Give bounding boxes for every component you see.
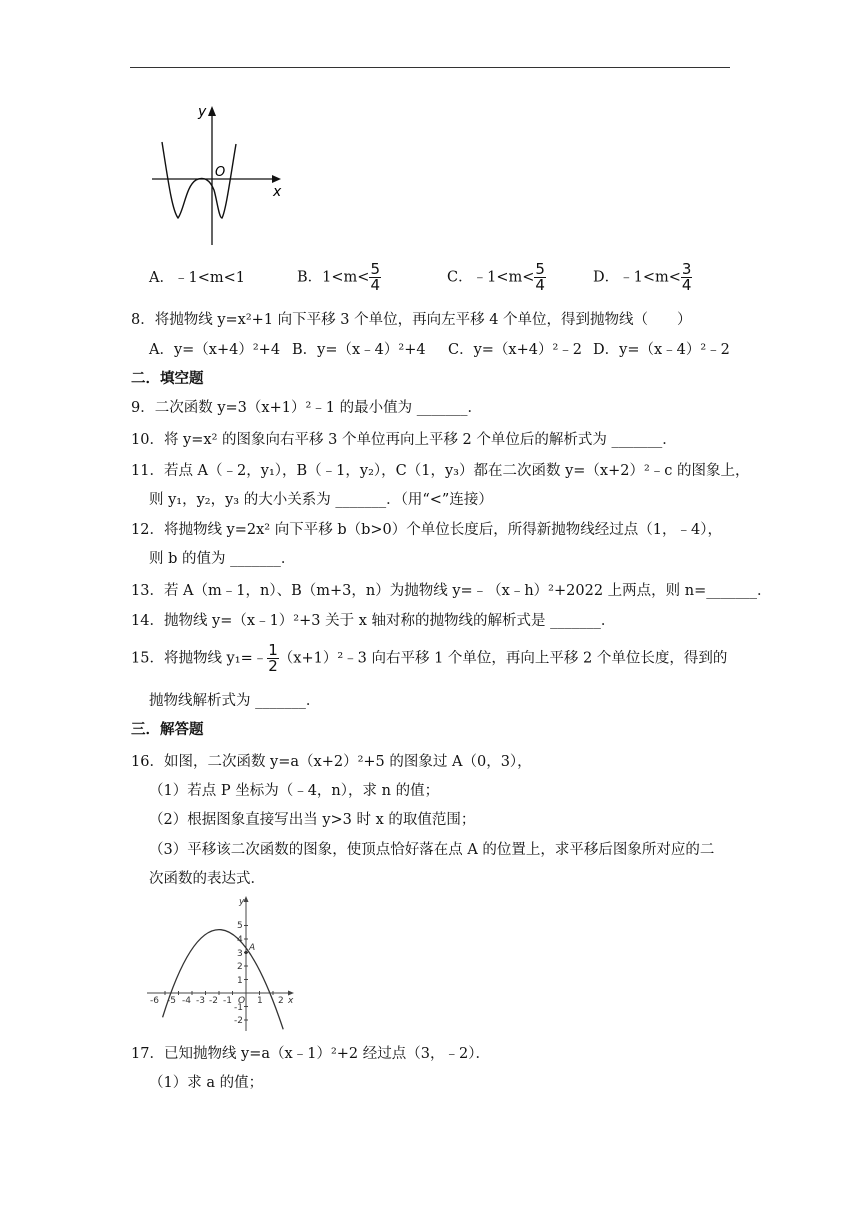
q16-x-tick-label: -2 (209, 996, 218, 1006)
q8-option-b[interactable]: B．y=（x﹣4）²+4 (292, 342, 426, 358)
q16-x-tick-label: -1 (223, 996, 232, 1006)
q7-origin-label: O (215, 165, 226, 180)
q8-option-c[interactable]: C．y=（x+4）²﹣2 (448, 342, 583, 358)
q7-option-d[interactable]: D．﹣1<m< $\frac{3}{4}$ (593, 260, 692, 294)
q17-part1: （1）求 a 的值； (149, 1075, 264, 1091)
q10-text: 10．将 y=x² 的图象向右平移 3 个单位再向上平移 2 个单位后的解析式为 _______． (131, 432, 677, 448)
q16-point-a-label: A (249, 943, 256, 953)
q11-text-line2: 则 y₁，y₂，y₃ 的大小关系为 _______．（用“<”连接） (149, 492, 493, 508)
q7-graph (148, 100, 293, 250)
header-rule (130, 67, 730, 68)
q16-x-tick-label: -5 (167, 996, 176, 1006)
q12-text-line2: 则 b 的值为 _______． (149, 551, 296, 567)
q15-text-line2: 抛物线解析式为 _______． (149, 693, 321, 709)
q7-y-label: y (198, 104, 207, 120)
q7-option-c[interactable]: C．﹣1<m< $\frac{5}{4}$ (447, 260, 545, 294)
q9-text: 9．二次函数 y=3（x+1）²﹣1 的最小值为 _______． (131, 400, 482, 416)
q16-x-tick-label: -4 (182, 996, 191, 1006)
q7-y-arrow (208, 106, 216, 116)
q16-y-tick-label: 1 (237, 976, 243, 986)
q7-option-d-fraction: $\frac{3}{4}$ (681, 260, 692, 294)
q7-x-arrow (272, 175, 281, 183)
q16-y-tick-label: 3 (237, 949, 243, 959)
q16-parabola (163, 930, 284, 1030)
q13-text: 13．若 A（m﹣1，n）、B（m+3，n）为抛物线 y=﹣（x﹣h）²+2022 上两点，则 n=_______． (131, 583, 772, 599)
q16-y-tick-label: 4 (237, 935, 243, 945)
q16-x-tick-label: -6 (150, 996, 159, 1006)
q16-x-arrow (288, 991, 294, 996)
q16-y-tick-label: 5 (237, 921, 243, 931)
q12-text-line1: 12．将抛物线 y=2x² 向下平移 b（b>0）个单位长度后，所得新抛物线经过点（1，﹣4）， (131, 522, 722, 538)
q16-x-label: x (288, 996, 294, 1006)
q16-graph (145, 895, 305, 1035)
q16-point-a (244, 951, 247, 954)
q7-option-b[interactable]: B．1<m< $\frac{5}{4}$ (297, 260, 380, 294)
q16-origin-label: O (238, 996, 246, 1006)
q16-stem: 16．如图，二次函数 y=a（x+2）²+5 的图象过 A（0，3）， (131, 754, 532, 770)
q7-x-label: x (273, 184, 282, 200)
q14-text: 14．抛物线 y=（x﹣1）²+3 关于 x 轴对称的抛物线的解析式是 _______． (131, 613, 616, 629)
q16-y-label: y (239, 897, 245, 907)
q7-option-b-fraction: $\frac{5}{4}$ (370, 260, 380, 294)
q8-stem: 8．将抛物线 y=x²+1 向下平移 3 个单位，再向左平移 4 个单位，得到抛物线（ ） (131, 312, 692, 328)
q7-option-c-fraction: $\frac{5}{4}$ (535, 260, 545, 294)
section-fill-in-title: 二．填空题 (131, 370, 204, 387)
q16-y-tick-label: 2 (237, 962, 243, 972)
q16-part2: （2）根据图象直接写出当 y>3 时 x 的取值范围； (149, 812, 476, 828)
q16-x-tick-label: -3 (196, 996, 205, 1006)
q8-option-d[interactable]: D．y=（x﹣4）²﹣2 (593, 342, 730, 358)
q7-curve (162, 142, 236, 218)
q16-y-tick-label: -2 (234, 1016, 243, 1026)
q11-text-line1: 11．若点 A（﹣2，y₁），B（﹣1，y₂），C（1，y₃）都在二次函数 y=（x+2）²﹣c 的图象上， (131, 463, 750, 479)
q17-stem: 17．已知抛物线 y=a（x﹣1）²+2 经过点（3，﹣2）． (131, 1046, 490, 1062)
q16-part3-line2: 次函数的表达式． (149, 871, 265, 887)
q8-option-a[interactable]: A．y=（x+4）²+4 (149, 342, 281, 358)
q16-x-tick-label: 1 (257, 996, 263, 1006)
q16-part3-line1: （3）平移该二次函数的图象，使顶点恰好落在点 A 的位置上，求平移后图象所对应的二 (149, 842, 715, 858)
q15-text-line1: 15．将抛物线 y₁=﹣ $\frac{1}{2}$ （x+1）²﹣3 向右平移 1 个单位，再向上平移 2 个单位长度，得到的 (131, 641, 728, 675)
q7-option-a[interactable]: A．﹣1<m<1 (149, 270, 245, 286)
q16-part1: （1）若点 P 坐标为（﹣4，n），求 n 的值； (149, 783, 440, 799)
q15-fraction: $\frac{1}{2}$ (268, 641, 278, 675)
section-answer-title: 三．解答题 (131, 721, 204, 738)
q16-x-tick-label: 2 (278, 996, 284, 1006)
q16-y-tick-label: -1 (234, 1003, 243, 1013)
